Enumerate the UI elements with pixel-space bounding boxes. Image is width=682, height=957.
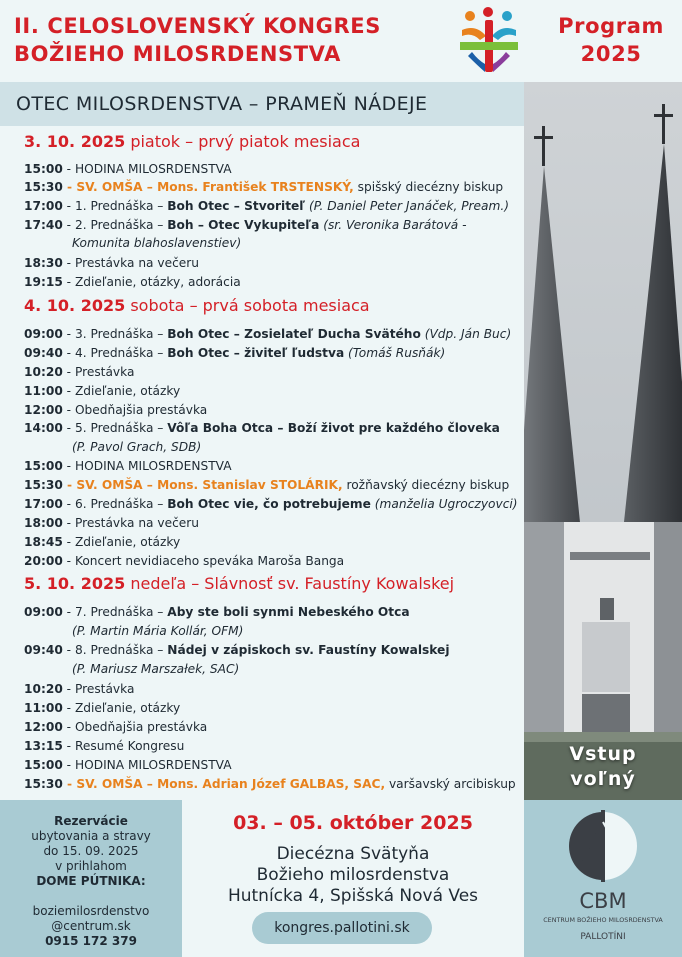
schedule-item xyxy=(24,516,199,530)
lecturer: Komunita blahoslavenstiev) xyxy=(72,236,242,250)
schedule-item xyxy=(24,478,509,492)
reservation-venue: DOME PÚTNIKA: xyxy=(36,874,146,888)
schedule-item xyxy=(24,346,445,360)
reservation-text: ubytovania a stravy xyxy=(31,829,151,843)
item-text: - 5. Prednáška – xyxy=(62,421,168,435)
free-entry-line-2: voľný xyxy=(570,768,636,790)
header xyxy=(0,0,682,82)
phone-number[interactable]: 0915 172 379 xyxy=(45,934,137,948)
congress-title xyxy=(14,12,381,68)
venue-address: Hutnícka 4, Spišská Nová Ves xyxy=(227,886,479,906)
schedule-item xyxy=(24,777,516,791)
church-illustration xyxy=(524,82,682,800)
schedule-item xyxy=(24,256,199,270)
lecture-title: Vôľa Boha Otca – Boží život pre každého človeka xyxy=(167,421,500,435)
item-time: 15:30 xyxy=(24,478,63,492)
reservation-heading: Rezervácie xyxy=(54,814,128,828)
day-label: nedeľa – Slávnosť sv. Faustíny Kowalskej xyxy=(130,574,455,593)
email-user[interactable]: boziemilosrdenstvo xyxy=(32,904,150,918)
schedule-item xyxy=(24,180,503,194)
event-info xyxy=(182,800,524,957)
lecture-title: Boh Otec – Stvoriteľ xyxy=(167,199,306,213)
schedule-item xyxy=(24,403,207,417)
item-time: 09:00 xyxy=(24,327,63,341)
cbm-abbr: CBM xyxy=(579,889,627,913)
schedule-item xyxy=(24,758,232,772)
item-text: - Zdieľanie, otázky, adorácia xyxy=(62,275,241,289)
item-time: 15:00 xyxy=(24,459,63,473)
item-time: 12:00 xyxy=(24,720,63,734)
item-text: - Zdieľanie, otázky xyxy=(62,535,181,549)
mass-text: - SV. OMŠA – Mons. Stanislav STOLÁRIK, xyxy=(62,478,343,492)
congress-logo-icon xyxy=(458,6,520,74)
item-time: 09:40 xyxy=(24,346,63,360)
day-heading-2 xyxy=(24,296,370,315)
item-time: 09:40 xyxy=(24,643,63,657)
item-time: 18:00 xyxy=(24,516,63,530)
item-time: 17:40 xyxy=(24,218,63,232)
item-text: - Obedňajšia prestávka xyxy=(62,403,208,417)
program-label: Program xyxy=(558,14,664,38)
lecturer: (sr. Veronika Barátová - xyxy=(319,218,467,232)
lecturer: (manželia Ugroczyovci) xyxy=(370,497,518,511)
item-text: - 7. Prednáška – xyxy=(62,605,168,619)
item-time: 14:00 xyxy=(24,421,63,435)
item-text: rožňavský diecézny biskup xyxy=(342,478,510,492)
schedule-item xyxy=(24,682,134,696)
lecturer: (Vdp. Ján Buc) xyxy=(420,327,512,341)
item-text: spišský diecézny biskup xyxy=(353,180,504,194)
lecture-title: Boh Otec vie, čo potrebujeme xyxy=(167,497,371,511)
item-text: - Obedňajšia prestávka xyxy=(62,720,208,734)
day-label: piatok – prvý piatok mesiaca xyxy=(130,132,361,151)
email-domain[interactable]: @centrum.sk xyxy=(51,919,131,933)
reservation-text: v prihlahom xyxy=(55,859,127,873)
day-heading-3 xyxy=(24,574,454,593)
church-photo xyxy=(524,82,682,800)
lecturer: (P. Martin Mária Kollár, OFM) xyxy=(72,624,244,638)
cbm-order: PALLOTÍNI xyxy=(580,932,626,942)
item-text: - Prestávka na večeru xyxy=(62,256,200,270)
schedule-item-continued xyxy=(72,662,239,676)
schedule-item-continued xyxy=(72,440,201,454)
item-time: 20:00 xyxy=(24,554,63,568)
item-time: 17:00 xyxy=(24,199,63,213)
venue-line-1: Diecézna Svätyňa xyxy=(276,844,430,864)
item-text: - Zdieľanie, otázky xyxy=(62,384,181,398)
item-time: 15:00 xyxy=(24,758,63,772)
item-text: - 2. Prednáška – xyxy=(62,218,168,232)
lecture-title: Boh Otec – Zosielateľ Ducha Svätého xyxy=(167,327,421,341)
item-time: 18:30 xyxy=(24,256,63,270)
schedule-item xyxy=(24,199,509,213)
venue-line-2: Božieho milosrdenstva xyxy=(256,865,450,885)
day-date: 4. 10. 2025 xyxy=(24,296,126,315)
schedule-item xyxy=(24,554,344,568)
schedule-item xyxy=(24,218,467,232)
item-text: - Koncert nevidiaceho speváka Maroša Banga xyxy=(62,554,345,568)
item-time: 15:00 xyxy=(24,162,63,176)
item-text: - 8. Prednáška – xyxy=(62,643,168,657)
schedule-item xyxy=(24,701,180,715)
day-date: 3. 10. 2025 xyxy=(24,132,126,151)
lecture-title: Nádej v zápiskoch sv. Faustíny Kowalskej xyxy=(167,643,450,657)
schedule-item xyxy=(24,384,180,398)
free-entry-label xyxy=(524,742,682,792)
item-time: 15:30 xyxy=(24,180,63,194)
lecture-title: Boh Otec – živiteľ ľudstva xyxy=(167,346,345,360)
lecture-title: Boh – Otec Vykupiteľa xyxy=(167,218,320,232)
website-link[interactable]: kongres.pallotini.sk xyxy=(252,912,432,944)
schedule-item xyxy=(24,643,450,657)
item-time: 19:15 xyxy=(24,275,63,289)
schedule-item xyxy=(24,421,500,435)
reservation-info xyxy=(0,800,182,957)
day-label: sobota – prvá sobota mesiaca xyxy=(130,296,370,315)
item-time: 13:15 xyxy=(24,739,63,753)
mass-text: - SV. OMŠA – Mons. František TRSTENSKÝ, xyxy=(62,180,354,194)
item-text: - Prestávka xyxy=(62,682,135,696)
lecture-title: Aby ste boli synmi Nebeského Otca xyxy=(167,605,410,619)
item-text: varšavský arcibiskup xyxy=(385,777,516,791)
event-dates: 03. – 05. október 2025 xyxy=(233,812,473,834)
program-schedule xyxy=(0,126,524,800)
schedule-item xyxy=(24,535,180,549)
schedule-item xyxy=(24,497,518,511)
mass-text: - SV. OMŠA – Mons. Adrian Józef GALBAS, SAC, xyxy=(62,777,386,791)
item-time: 11:00 xyxy=(24,701,63,715)
schedule-item xyxy=(24,365,134,379)
program-year: 2025 xyxy=(580,42,642,66)
cbm-logo-block xyxy=(524,800,682,957)
item-time: 15:30 xyxy=(24,777,63,791)
schedule-item xyxy=(24,327,511,341)
reservation-deadline: do 15. 09. 2025 xyxy=(43,844,139,858)
schedule-item xyxy=(24,739,184,753)
item-text: - Zdieľanie, otázky xyxy=(62,701,181,715)
item-time: 11:00 xyxy=(24,384,63,398)
item-text: - 1. Prednáška – xyxy=(62,199,168,213)
lecturer: (Tomáš Rusňák) xyxy=(344,346,446,360)
schedule-item-continued xyxy=(72,236,241,250)
item-text: - HODINA MILOSRDENSTVA xyxy=(62,459,232,473)
free-entry-line-1: Vstup xyxy=(569,743,637,765)
day-heading-1 xyxy=(24,132,360,151)
item-text: - 3. Prednáška – xyxy=(62,327,168,341)
item-time: 18:45 xyxy=(24,535,63,549)
schedule-item xyxy=(24,275,241,289)
item-text: - Prestávka na večeru xyxy=(62,516,200,530)
item-time: 10:20 xyxy=(24,365,63,379)
item-time: 10:20 xyxy=(24,682,63,696)
item-text: - Resumé Kongresu xyxy=(62,739,185,753)
item-text: - HODINA MILOSRDENSTVA xyxy=(62,758,232,772)
title-line-1: II. CELOSLOVENSKÝ KONGRES xyxy=(14,14,381,38)
congress-subtitle: OTEC MILOSRDENSTVA – PRAMEŇ NÁDEJE xyxy=(0,82,524,126)
item-time: 12:00 xyxy=(24,403,63,417)
schedule-item xyxy=(24,459,232,473)
item-text: - 6. Prednáška – xyxy=(62,497,168,511)
schedule-item-continued xyxy=(72,624,243,638)
cbm-logo-icon xyxy=(524,800,682,957)
cbm-full-name: CENTRUM BOŽIEHO MILOSRDENSTVA xyxy=(543,916,663,924)
lecturer: (P. Mariusz Marszałek, SAC) xyxy=(72,662,240,676)
title-line-2: BOŽIEHO MILOSRDENSTVA xyxy=(14,42,341,66)
item-text: - HODINA MILOSRDENSTVA xyxy=(62,162,232,176)
schedule-item xyxy=(24,605,410,619)
item-text: - Prestávka xyxy=(62,365,135,379)
day-date: 5. 10. 2025 xyxy=(24,574,126,593)
lecturer: (P. Pavol Grach, SDB) xyxy=(72,440,202,454)
schedule-item xyxy=(24,720,207,734)
program-badge xyxy=(558,12,664,68)
lecturer: (P. Daniel Peter Janáček, Pream.) xyxy=(305,199,510,213)
item-time: 09:00 xyxy=(24,605,63,619)
schedule-item xyxy=(24,162,232,176)
item-time: 17:00 xyxy=(24,497,63,511)
item-text: - 4. Prednáška – xyxy=(62,346,168,360)
